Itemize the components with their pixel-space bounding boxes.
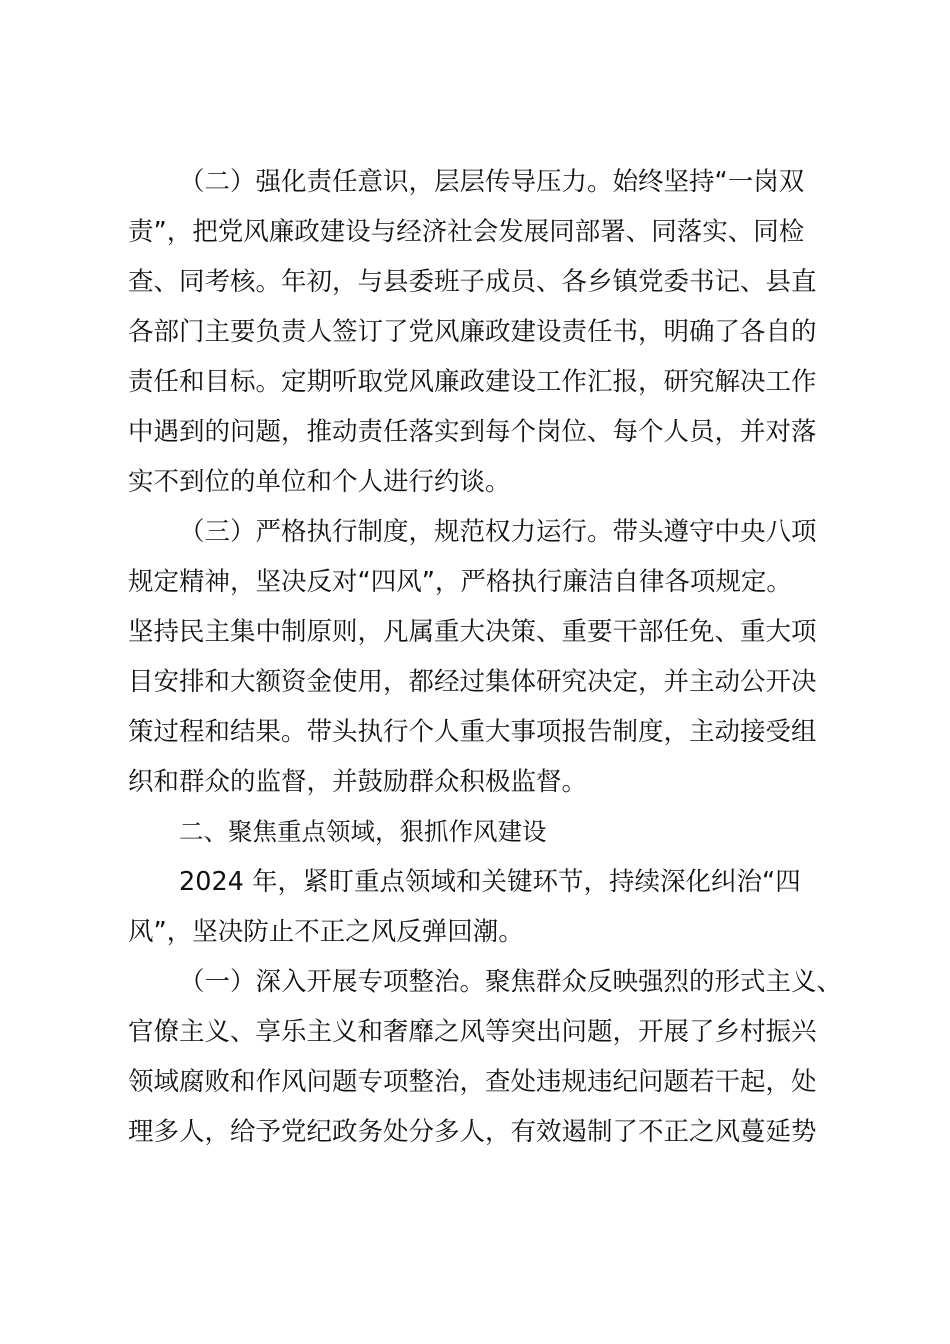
text-line: 坚持民主集中制原则，凡属重大决策、重要干部任免、重大项: [128, 617, 817, 647]
paragraph-special-rectification: [128, 957, 843, 1157]
text-line: 责任和目标。定期听取党风廉政建设工作汇报，研究解决工作: [128, 367, 817, 397]
text-line: （三）严格执行制度，规范权力运行。带头遵守中央八项: [179, 517, 817, 547]
paragraph-strict-system: [128, 507, 840, 807]
text-line: 责”，把党风廉政建设与经济社会发展同部署、同落实、同检: [128, 217, 805, 247]
text-line: 中遇到的问题，推动责任落实到每个岗位、每个人员，并对落: [128, 417, 817, 447]
text-line: 织和群众的监督，并鼓励群众积极监督。: [128, 767, 588, 797]
text-line: 各部门主要负责人签订了党风廉政建设责任书，明确了各自的: [128, 317, 817, 347]
text-line: 官僚主义、享乐主义和奢靡之风等突出问题，开展了乡村振兴: [128, 1017, 817, 1047]
text-line: （一）深入开展专项整治。聚焦群众反映强烈的形式主义、: [179, 967, 843, 997]
text-line: 规定精神，坚决反对“四风”，严格执行廉洁自律各项规定。: [128, 567, 792, 597]
text-line: 查、同考核。年初，与县委班子成员、各乡镇党委书记、县直: [128, 267, 817, 297]
text-line: 实不到位的单位和个人进行约谈。: [128, 467, 511, 497]
text-line: 2024 年，紧盯重点领域和关键环节，持续深化纠治“四: [179, 867, 801, 897]
text-line: 理多人，给予党纪政务处分多人，有效遏制了不正之风蔓延势: [128, 1117, 817, 1147]
section-heading: 二、聚焦重点领域，狠抓作风建设: [179, 817, 547, 846]
text-line: 风”，坚决防止不正之风反弹回潮。: [128, 917, 524, 947]
document-body: [128, 157, 843, 1157]
text-line: 目安排和大额资金使用，都经过集体研究决定，并主动公开决: [128, 667, 817, 697]
text-line: 策过程和结果。带头执行个人重大事项报告制度，主动接受组: [128, 717, 817, 747]
text-line: 领域腐败和作风问题专项整治，查处违规违纪问题若干起，处: [128, 1067, 817, 1097]
paragraph-section-intro: [128, 857, 840, 957]
text-line: （二）强化责任意识，层层传导压力。始终坚持“一岗双: [179, 167, 805, 197]
paragraph-responsibility-awareness: [128, 157, 840, 507]
